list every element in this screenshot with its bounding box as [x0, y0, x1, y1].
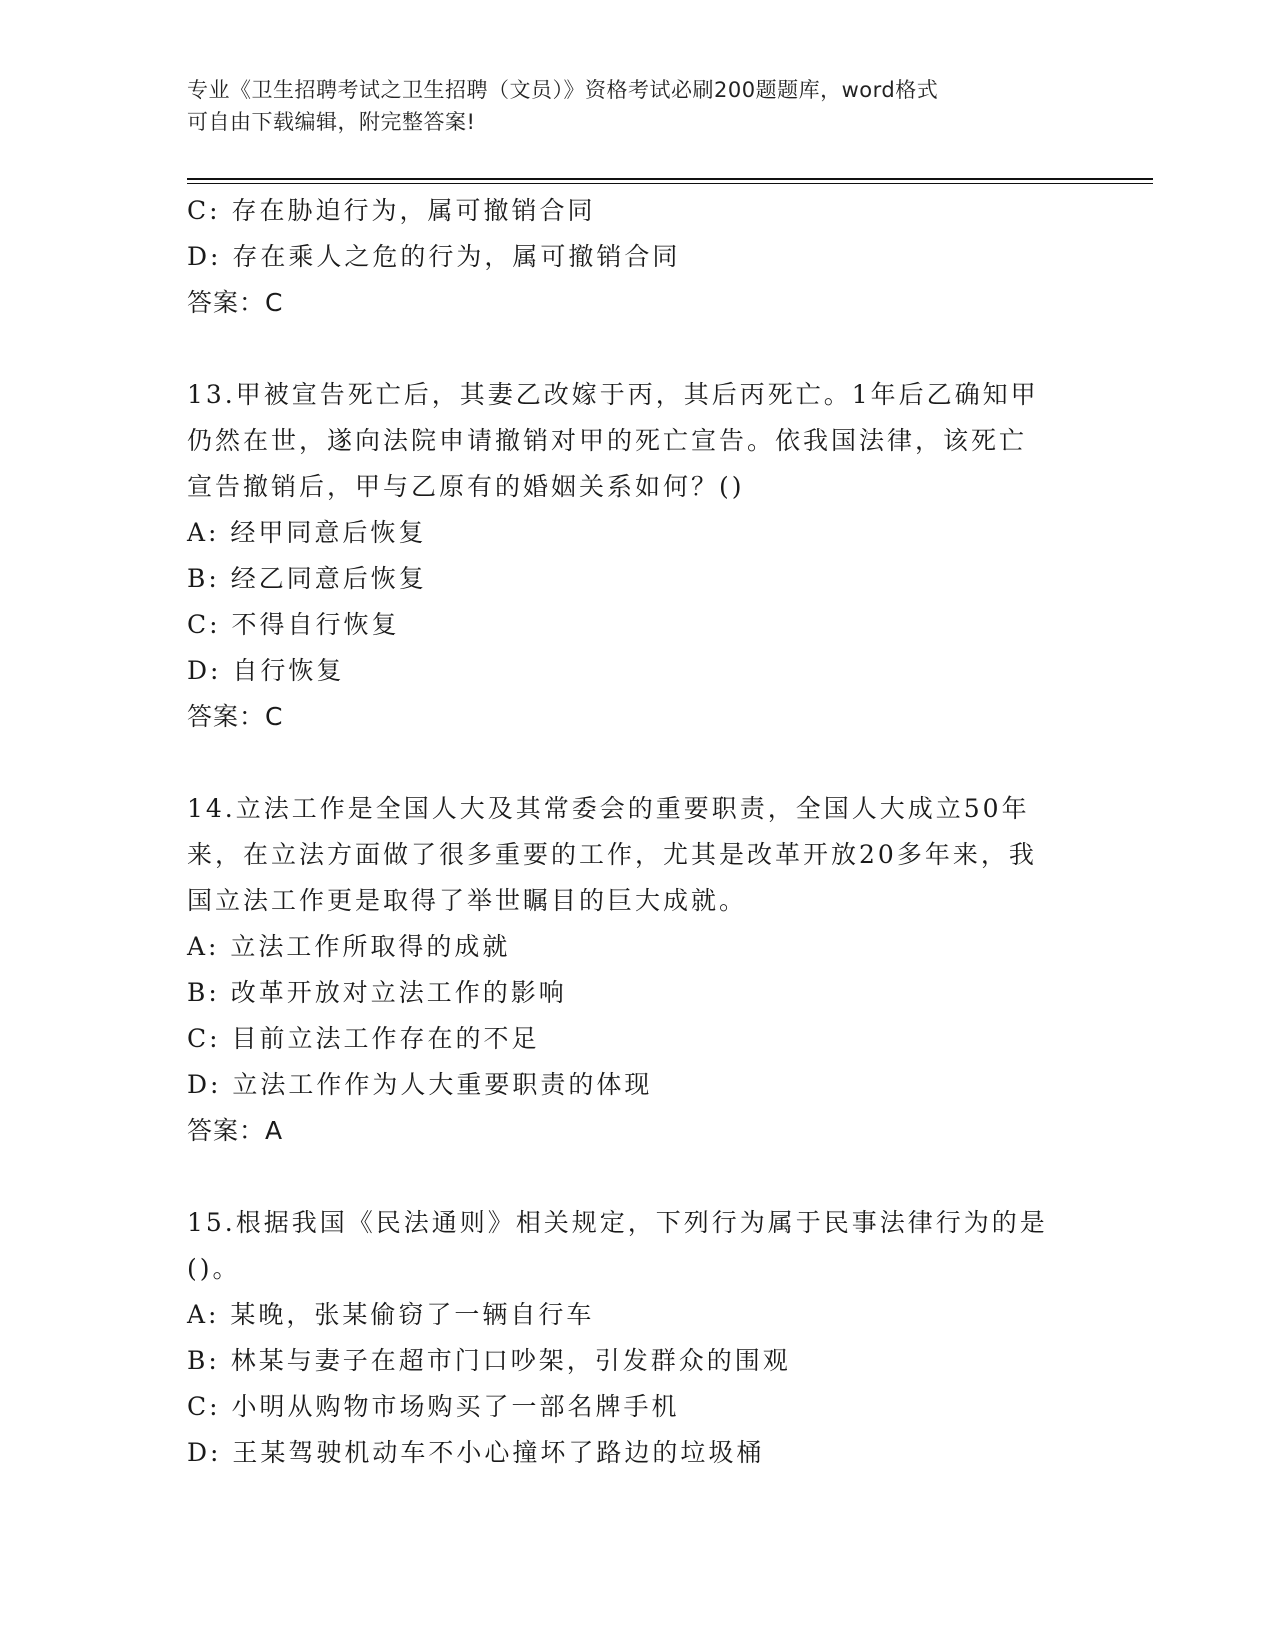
page-header	[187, 74, 1087, 138]
question-text-line: 14.立法工作是全国人大及其常委会的重要职责，全国人大成立50年	[187, 794, 1030, 823]
spacer	[187, 326, 1087, 372]
option-a: A: 立法工作所取得的成就	[187, 932, 511, 961]
header-title-line-1: 专业《卫生招聘考试之卫生招聘（文员）》资格考试必刷200题题库，word格式	[187, 78, 939, 102]
question-13	[187, 372, 1087, 740]
question-15	[187, 1200, 1087, 1476]
option-b: B: 林某与妻子在超市门口吵架，引发群众的围观	[187, 1346, 791, 1375]
question-text-line: 13.甲被宣告死亡后，其妻乙改嫁于丙，其后丙死亡。1年后乙确知甲	[187, 380, 1039, 409]
question-content	[187, 188, 1087, 1476]
header-divider	[187, 178, 1153, 184]
option-d: D: 王某驾驶机动车不小心撞坏了路边的垃圾桶	[187, 1438, 765, 1467]
header-title-line-2: 可自由下载编辑，附完整答案!	[187, 110, 476, 134]
answer-line: 答案：C	[187, 702, 284, 731]
previous-question-tail	[187, 188, 1087, 326]
option-d: D: 存在乘人之危的行为，属可撤销合同	[187, 242, 681, 271]
spacer	[187, 740, 1087, 786]
question-text-line: 15.根据我国《民法通则》相关规定，下列行为属于民事法律行为的是	[187, 1208, 1048, 1237]
question-14	[187, 786, 1087, 1154]
option-b: B: 经乙同意后恢复	[187, 564, 427, 593]
answer-line: 答案：A	[187, 1116, 284, 1145]
option-c: C: 存在胁迫行为，属可撤销合同	[187, 196, 596, 225]
option-c: C: 不得自行恢复	[187, 610, 400, 639]
option-d: D: 立法工作作为人大重要职责的体现	[187, 1070, 653, 1099]
option-b: B: 改革开放对立法工作的影响	[187, 978, 567, 1007]
option-c: C: 小明从购物市场购买了一部名牌手机	[187, 1392, 680, 1421]
option-d: D: 自行恢复	[187, 656, 345, 685]
question-text-line: 来，在立法方面做了很多重要的工作，尤其是改革开放20多年来，我	[187, 840, 1037, 869]
question-text-line: ()。	[187, 1254, 241, 1283]
question-text-line: 宣告撤销后，甲与乙原有的婚姻关系如何？()	[187, 472, 745, 501]
question-text-line: 仍然在世，遂向法院申请撤销对甲的死亡宣告。依我国法律，该死亡	[187, 426, 1028, 455]
option-a: A: 经甲同意后恢复	[187, 518, 427, 547]
spacer	[187, 1154, 1087, 1200]
answer-line: 答案：C	[187, 288, 284, 317]
option-c: C: 目前立法工作存在的不足	[187, 1024, 540, 1053]
question-text-line: 国立法工作更是取得了举世瞩目的巨大成就。	[187, 886, 748, 915]
option-a: A: 某晚，张某偷窃了一辆自行车	[187, 1300, 595, 1329]
